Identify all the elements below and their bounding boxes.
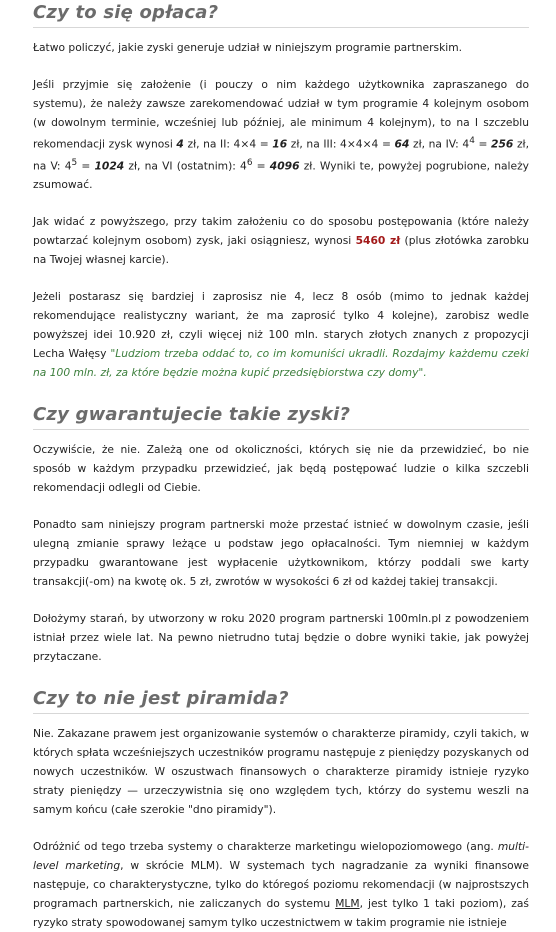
article-content	[33, 0, 529, 932]
paragraph: Dołożymy starań, by utworzony w roku 2020 program partnerski 100mln.pl z powodzeniem istniał przez wiele lat. Na pewno nietrudno tutaj będzie o dobre wyniki takie, jak powyżej przytaczane.	[33, 612, 529, 664]
paragraph: Oczywiście, że nie. Zależą one od okoliczności, których się nie da przewidzieć, bo nie sposób w każdym przypadku przewidzieć, jak będą postępować ludzie o kilka szczebli rekomendacji odlegli od Ciebie.	[33, 443, 529, 495]
section-title-oplaca: Czy to się opłaca?	[33, 2, 529, 28]
paragraph-total: Jak widać z powyższego, przy takim założeniu co do sposobu postępowania (które należy powtarzać kolejnym osobom) zysk, jaki osiągniesz, wynosi 5460 zł (plus złotówka zarobku na Twojej własnej karcie).	[33, 215, 529, 267]
paragraph: Łatwo policzyć, jakie zyski generuje udział w niniejszym programie partnerskim.	[33, 41, 463, 54]
walesa-quote: "Ludziom trzeba oddać to, co im komuniści ukradli. Rozdajmy każdemu czeki na 100 mln. zł, za które będzie można kupić przedsiębiorstwa czy domy"	[33, 347, 529, 380]
paragraph: Nie. Zakazane prawem jest organizowanie systemów o charakterze piramidy, czyli takich, w których spłata wcześniejszych uczestników programu następuje z pieniędzy pozyskanych od nowych uczestników. W oszustwach finansowych o charakterze piramidy istnieje ryzyko straty pieniędzy — urzeczywistnia się ono względem tych, którzy do systemu weszli na samym końcu (całe szerokie "dno piramidy").	[33, 727, 529, 817]
paragraph-calculation: Jeśli przyjmie się założenie (i pouczy o nim każdego użytkownika zapraszanego do systemu), że należy zawsze zarekomendować udział w tym programie 4 kolejnym osobom (w dowolnym terminie, wcześniej lub później, ale minimum 4 kolejnym), to na I szczeblu rekomendacji zysk wynosi 4 zł, na II: 4×4 = 16 zł, na III: 4×4×4 = 64 zł, na IV: $4^4 = 256$ zł, na V: $4^5 = 1024$ zł, na VI (ostatnim): $4^6 = 4096$ zł. Wyniki te, powyżej pogrubione, należy zsumować.	[33, 78, 530, 192]
paragraph-mlm: Odróżnić od tego trzeba systemy o charakterze marketingu wielopoziomowego (ang. multi-level marketing, w skrócie MLM). W systemach tych nagradzanie za wyniki finansowe następuje, co charakterystyczne, tylko do któregoś poziomu rekomendacji (w najprostszych programach partnerskich, nie zaliczanych do systemu MLM, jest tylko 1 taki poziom), zaś ryzyko straty spowodowanej samym tylko uczestnictwem w takim programie nie istnieje	[33, 840, 529, 930]
section-title-gwarancja: Czy gwarantujecie takie zyski?	[33, 404, 529, 430]
paragraph: Ponadto sam niniejszy program partnerski może przestać istnieć w dowolnym czasie, jeśli ulegną zmianie sprawy leżące u podstaw jego opłacalności. Tym niemniej w każdym przypadku gwarantowane jest wypłacenie użytkownikom, którzy poddali swe karty transakcji(-om) na kwotę ok. 5 zł, zwrotów w wysokości 6 zł od każdej takiej transakcji.	[33, 518, 529, 589]
total-amount: 5460 zł	[355, 234, 401, 248]
paragraph-walesa: Jeżeli postarasz się bardziej i zaprosisz nie 4, lecz 8 osób (mimo to jednak każdej rekomendujące realistyczny wariant, że ma zaprosić tylko 4 kolejne), zarobisz wedle powyższej idei 10.920 zł, czyli więcej niż 100 mln. starych złotych znanych z propozycji Lecha Wałęsy "Ludziom trzeba oddać to, co im komuniści ukradli. Rozdajmy każdemu czeki na 100 mln. zł, za które będzie można kupić przedsiębiorstwa czy domy".	[33, 290, 529, 380]
section-title-piramida: Czy to nie jest piramida?	[33, 688, 529, 714]
